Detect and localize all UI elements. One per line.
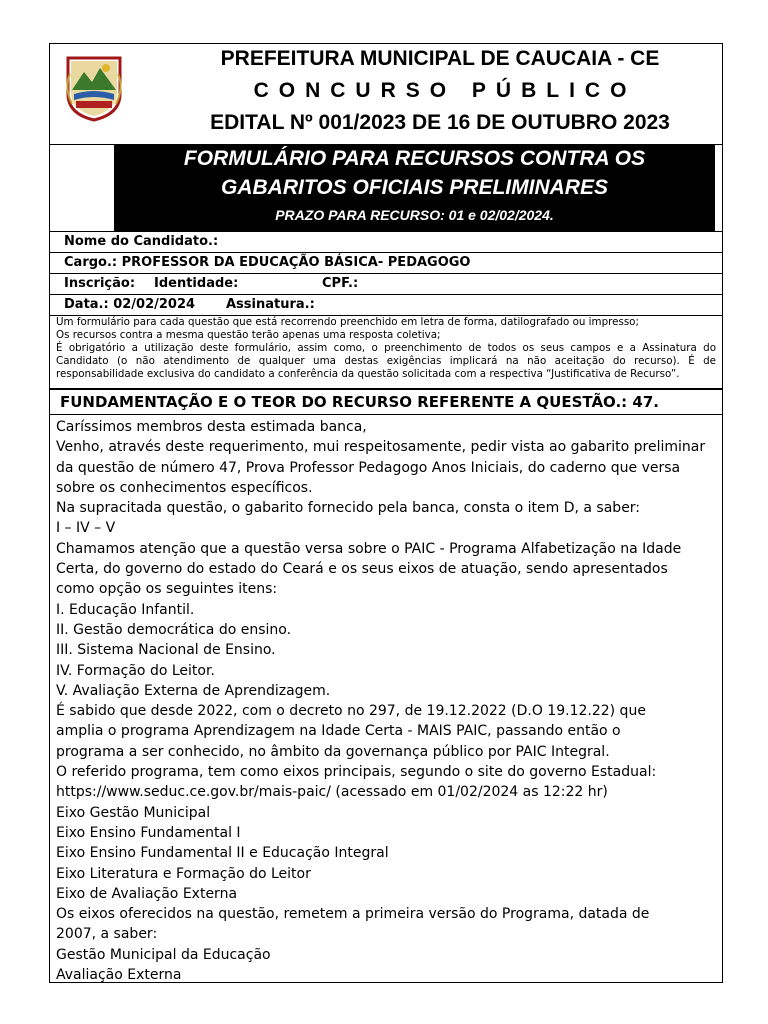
appeal-body: [56, 417, 706, 985]
body-line: I – IV – V: [56, 520, 116, 537]
header: [50, 44, 722, 145]
cargo-label: Cargo.: PROFESSOR DA EDUCAÇÃO BÁSICA- PEDAGOGO: [64, 255, 471, 270]
note-line: É obrigatório a utilização deste formulário, assim como, o preenchimento de todos os seus campos e a Assinatura do: [56, 342, 716, 354]
body-line: O referido programa, tem como eixos principais, segundo o site do governo Estadual:: [56, 764, 657, 781]
body-line: Eixo Ensino Fundamental II e Educação Integral: [56, 845, 389, 862]
note-line: Candidato (o não atendimento de qualquer uma destas exigências implicará na não aceitação do recurso). É de: [56, 355, 716, 367]
body-line: Avaliação Externa: [56, 967, 182, 984]
body-line: Eixo Ensino Fundamental I: [56, 824, 241, 841]
deadline-text: PRAZO PARA RECURSO: 01 e 02/02/2024.: [275, 207, 554, 223]
body-line: da questão de número 47, Prova Professor Pedagogo Anos Iniciais, do caderno que versa: [56, 459, 681, 476]
inscricao-label: Inscrição:: [64, 276, 136, 291]
body-line: Os eixos oferecidos na questão, remetem a primeira versão do Programa, datada de: [56, 906, 650, 923]
body-line: Eixo Gestão Municipal: [56, 804, 211, 821]
body-line: como opção os seguintes itens:: [56, 581, 278, 598]
body-line: 2007, a saber:: [56, 926, 158, 943]
body-line: Eixo de Avaliação Externa: [56, 885, 238, 902]
header-edital: EDITAL Nº 001/2023 DE 16 DE OUTUBRO 2023: [210, 111, 670, 134]
header-title: PREFEITURA MUNICIPAL DE CAUCAIA - CE: [220, 47, 660, 70]
body-line: Certa, do governo do estado do Ceará e os seus eixos de atuação, sendo apresentados: [56, 561, 668, 578]
assinatura-label: Assinatura.:: [226, 297, 315, 312]
body-line: amplia o programa Aprendizagem na Idade Certa - MAIS PAIC, passando então o: [56, 723, 621, 740]
fundamentacao-title: FUNDAMENTAÇÃO E O TEOR DO RECURSO REFERENTE A QUESTÃO.: 47.: [50, 388, 722, 415]
instructions: [50, 315, 722, 388]
body-line: Eixo Literatura e Formação do Leitor: [56, 865, 311, 882]
inscricao-row: [50, 273, 722, 293]
body-line: V. Avaliação Externa de Aprendizagem.: [56, 682, 331, 699]
body-line: I. Educação Infantil.: [56, 601, 195, 618]
body-line: IV. Formação do Leitor.: [56, 662, 215, 679]
body-line: III. Sistema Nacional de Ensino.: [56, 642, 276, 659]
note-line: Os recursos contra a mesma questão terão apenas uma resposta coletiva;: [56, 329, 441, 341]
body-line: II. Gestão democrática do ensino.: [56, 621, 292, 638]
body-line: Gestão Municipal da Educação: [56, 946, 271, 963]
form-title-line1: FORMULÁRIO PARA RECURSOS CONTRA OS: [183, 147, 646, 170]
identidade-label: Identidade:: [154, 276, 239, 291]
body-line: programa a ser conhecido, no âmbito da governança público por PAIC Integral.: [56, 743, 610, 760]
note-line: Um formulário para cada questão que está recorrendo preenchido em letra de forma, datilografado ou impresso;: [56, 316, 639, 328]
body-line: É sabido que desde 2022, com o decreto no 297, de 19.12.2022 (D.O 19.12.22) que: [56, 703, 646, 720]
nome-label: Nome do Candidato.:: [64, 234, 219, 249]
form-title-line2: GABARITOS OFICIAIS PRELIMINARES: [221, 176, 608, 199]
data-row: [50, 294, 722, 314]
cpf-label: CPF.:: [322, 276, 359, 291]
document-page: [49, 43, 723, 983]
note-line: responsabilidade exclusiva do candidato a conferência da questão solicitada com a respectiva “Justificativa de Recurso”.: [56, 368, 680, 380]
body-line: Chamamos atenção que a questão versa sobre o PAIC - Programa Alfabetização na Idade: [56, 540, 682, 557]
body-line: https://www.seduc.ce.gov.br/mais-paic/ (acessado em 01/02/2024 as 12:22 hr): [56, 784, 608, 801]
form-title-banner: [114, 145, 715, 231]
body-line: Venho, através deste requerimento, mui respeitosamente, pedir vista ao gabarito preliminar: [56, 439, 706, 456]
data-label: Data.: 02/02/2024: [64, 297, 196, 312]
cargo-row: [50, 252, 722, 272]
body-line: Na supracitada questão, o gabarito fornecido pela banca, consta o item D, a saber:: [56, 500, 641, 517]
caucaia-coat-of-arms-icon: [62, 54, 126, 122]
header-subtitle: CONCURSO PÚBLICO: [253, 79, 637, 102]
nome-row: [50, 231, 722, 251]
body-line: Caríssimos membros desta estimada banca,: [56, 419, 367, 435]
body-line: sobre os conhecimentos específicos.: [56, 479, 313, 496]
